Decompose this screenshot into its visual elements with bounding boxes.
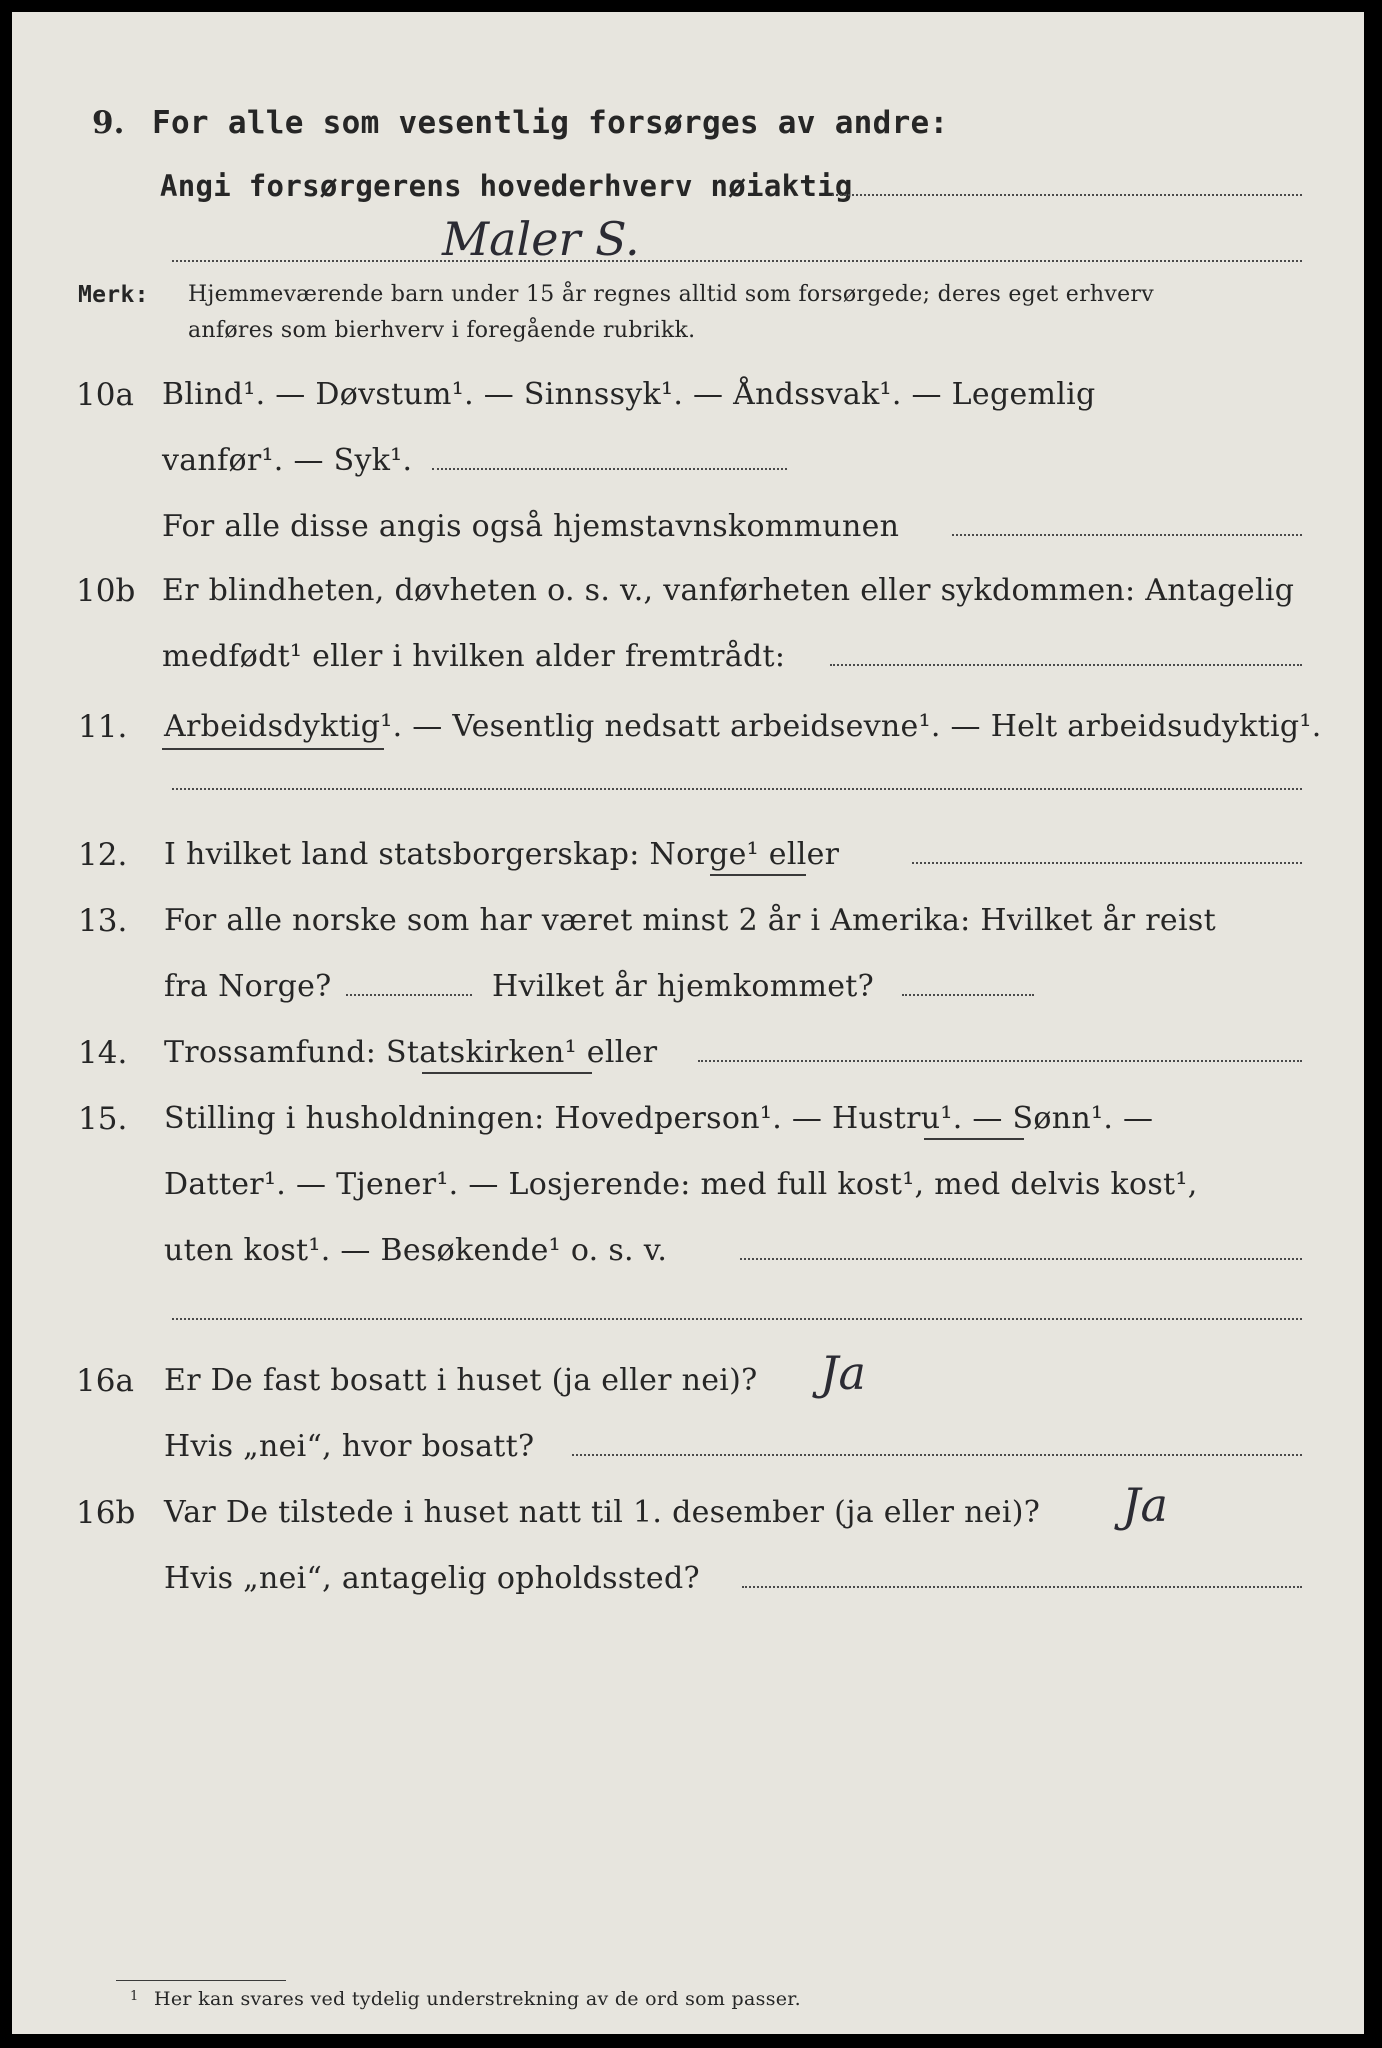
q10a-answer-line-2 (952, 534, 1302, 536)
q11-line-1: Arbeidsdyktig¹. — Vesentlig nedsatt arbeidsevne¹. — Helt arbeidsudyktig¹. (164, 709, 1322, 744)
q15-line-1: Stilling i husholdningen: Hovedperson¹. — Hustru¹. — Sønn¹. — (164, 1101, 1154, 1136)
q16a-answer-line (572, 1454, 1302, 1456)
merk-text-line-2: anføres som bierhverv i foregående rubrikk. (188, 318, 696, 343)
q16b-line-2: Hvis „nei“, antagelig opholdssted? (164, 1561, 700, 1596)
q11-number: 11. (78, 709, 128, 745)
q16b-number: 16b (76, 1495, 136, 1531)
q10a-line-3: For alle disse angis også hjemstavnskommunen (162, 509, 900, 544)
footnote-text: Her kan svares ved tydelig understrekning av de ord som passer. (154, 1988, 801, 2010)
q9-occupation-label: Angi forsørgerens hovederhverv nøiaktig (160, 169, 853, 203)
q12-answer-line (912, 862, 1302, 864)
q16a-number: 16a (76, 1363, 134, 1399)
q9-number: 9. (92, 105, 125, 141)
q13-line-2b: Hvilket år hjemkommet? (492, 969, 875, 1004)
q15-answer-line-2 (172, 1318, 1302, 1320)
q9-handwritten-answer: Maler S. (442, 212, 640, 266)
q10b-line-2: medfødt¹ eller i hvilken alder fremtrådt: (162, 639, 786, 674)
q13-number: 13. (78, 903, 128, 939)
q15-number: 15. (78, 1101, 128, 1137)
q10a-answer-line-1 (432, 468, 787, 470)
q10a-number: 10a (76, 377, 134, 413)
footnote-rule (116, 1980, 286, 1981)
q15-line-3: uten kost¹. — Besøkende¹ o. s. v. (164, 1233, 668, 1268)
q13-answer-line-reist (346, 994, 472, 996)
q10a-line-2: vanfør¹. — Syk¹. (162, 443, 413, 478)
q10a-line-1: Blind¹. — Døvstum¹. — Sinnssyk¹. — Åndssvak¹. — Legemlig (162, 377, 1096, 412)
q14-answer-line (698, 1060, 1302, 1062)
q13-answer-line-hjemkommet (902, 994, 1034, 996)
q16a-line-2: Hvis „nei“, hvor bosatt? (164, 1429, 535, 1464)
q15-underline-hustru (924, 1138, 1024, 1140)
q15-answer-line-1 (740, 1258, 1302, 1260)
census-form-page (12, 12, 1364, 2034)
q16a-line-1: Er De fast bosatt i huset (ja eller nei)? (164, 1363, 758, 1398)
q11-underline-arbeidsdyktig (162, 748, 384, 750)
q14-line-1: Trossamfund: Statskirken¹ eller (164, 1035, 658, 1070)
q10b-line-1: Er blindheten, døvheten o. s. v., vanførheten eller sykdommen: Antagelig (162, 573, 1295, 608)
q16b-line-1: Var De tilstede i huset natt til 1. desember (ja eller nei)? (164, 1495, 1041, 1530)
merk-text-line-1: Hjemmeværende barn under 15 år regnes alltid som forsørgede; deres eget erhverv (188, 282, 1154, 307)
q14-underline-statskirken (422, 1072, 592, 1074)
merk-label: Merk: (78, 282, 149, 308)
q9-answer-line-1 (832, 194, 1302, 196)
q12-line-1: I hvilket land statsborgerskap: Norge¹ eller (164, 837, 840, 872)
q12-underline-norge (710, 874, 806, 876)
q14-number: 14. (78, 1035, 128, 1071)
q15-line-2: Datter¹. — Tjener¹. — Losjerende: med full kost¹, med delvis kost¹, (164, 1167, 1198, 1202)
q10b-answer-line (830, 664, 1302, 666)
q10b-number: 10b (76, 573, 136, 609)
q9-answer-line-2 (172, 260, 1302, 262)
q13-line-1: For alle norske som har været minst 2 år i Amerika: Hvilket år reist (164, 903, 1216, 938)
q9-title: For alle som vesentlig forsørges av andre: (152, 105, 949, 141)
q12-number: 12. (78, 837, 128, 873)
q16b-handwritten-answer: Ja (1122, 1478, 1168, 1532)
q13-line-2a: fra Norge? (164, 969, 332, 1004)
q16a-handwritten-answer: Ja (820, 1346, 866, 1400)
q11-answer-line (172, 788, 1302, 790)
q16b-answer-line (742, 1586, 1302, 1588)
footnote-mark: 1 (130, 1989, 139, 2004)
